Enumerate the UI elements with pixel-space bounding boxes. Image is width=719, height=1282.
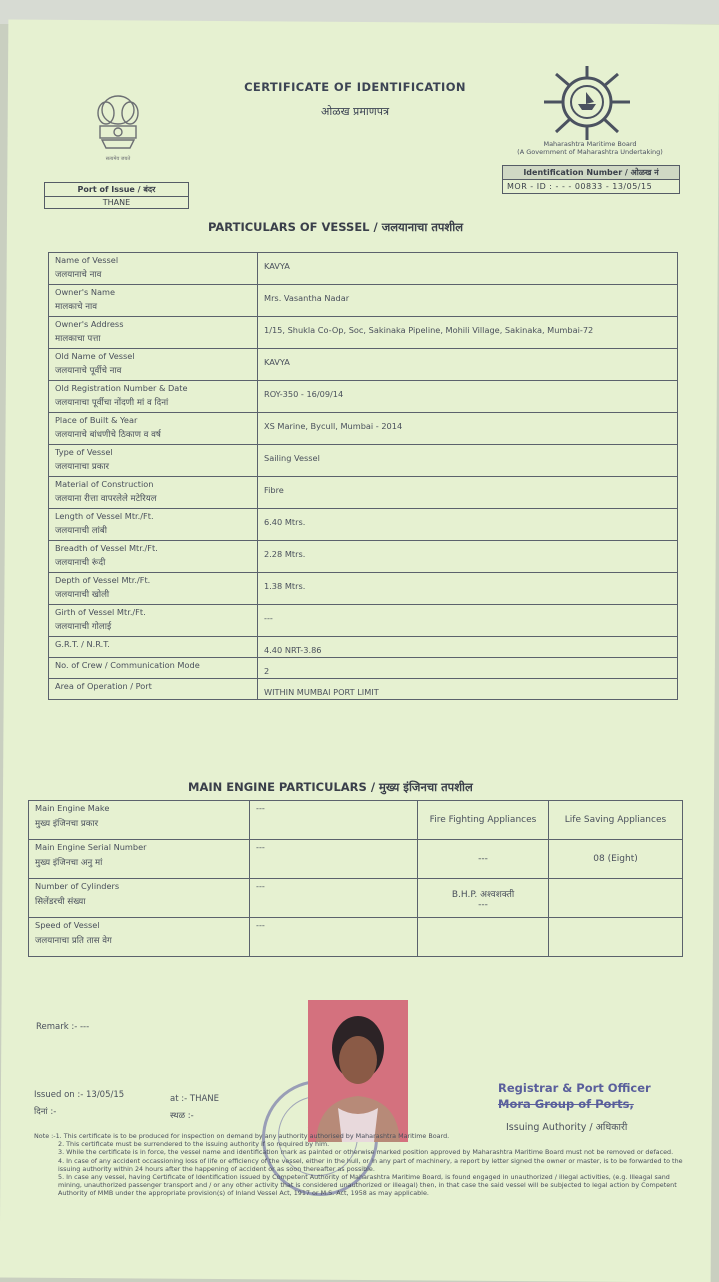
issued-on: Issued on :- 13/05/15 bbox=[34, 1090, 125, 1100]
engine-column4-cell: 08 (Eight) bbox=[549, 840, 683, 879]
note-line: 4. In case of any accident occassioning loss of life or efficiency of the vessel, either in the hull, or in any part of machinery, a report by letter signed the owner or master, is to be forwarded to the issuing authority within 24 hours after the happening of accident or as soon thereafter as possible. bbox=[58, 1156, 683, 1173]
engine-field-value: --- bbox=[250, 879, 418, 918]
field-label-hindi: जलयानाची खोली bbox=[55, 590, 110, 600]
table-row bbox=[49, 637, 678, 658]
table-row bbox=[29, 918, 683, 957]
port-of-issue-box bbox=[44, 182, 189, 209]
vessel-field-value: 1.38 Mtrs. bbox=[258, 573, 678, 605]
field-label-en: Breadth of Vessel Mtr./Ft. bbox=[55, 543, 158, 553]
field-label-en: Owner's Address bbox=[55, 319, 124, 329]
emblem-motto: सत्यमेव जयते bbox=[105, 156, 131, 162]
table-row bbox=[49, 679, 678, 700]
field-label-hindi: जलयानाचे पूर्वीचे नाव bbox=[55, 366, 122, 376]
owner-photo bbox=[308, 1000, 408, 1142]
port-group: Mora Group of Ports, bbox=[498, 1097, 634, 1111]
identification-number-box bbox=[502, 165, 680, 194]
engine-column3-cell: --- bbox=[418, 840, 549, 879]
vessel-field-label bbox=[49, 658, 258, 679]
engine-section-heading: MAIN ENGINE PARTICULARS / मुख्य इंजिनचा तपशील bbox=[188, 780, 473, 794]
issuing-authority: Issuing Authority / अधिकारी bbox=[506, 1122, 628, 1133]
vessel-field-label bbox=[49, 605, 258, 637]
vessel-field-label bbox=[49, 445, 258, 477]
vessel-field-value: WITHIN MUMBAI PORT LIMIT bbox=[258, 679, 678, 700]
field-label-hindi: मुख्य इंजिनचा अनु मां bbox=[35, 858, 103, 868]
vessel-field-label bbox=[49, 317, 258, 349]
vessel-field-value: KAVYA bbox=[258, 349, 678, 381]
vessel-field-value: Fibre bbox=[258, 477, 678, 509]
board-name bbox=[500, 140, 680, 156]
vessel-field-label bbox=[49, 509, 258, 541]
vessel-field-value: Mrs. Vasantha Nadar bbox=[258, 285, 678, 317]
engine-particulars-table bbox=[28, 800, 683, 957]
board-name-line2: (A Government of Maharashtra Undertaking) bbox=[517, 148, 663, 156]
vessel-field-value: 1/15, Shukla Co-Op, Soc, Sakinaka Pipeline, Mohili Village, Sakinaka, Mumbai-72 bbox=[258, 317, 678, 349]
field-label-en: Material of Construction bbox=[55, 479, 154, 489]
table-row bbox=[29, 801, 683, 840]
engine-column3-cell bbox=[418, 918, 549, 957]
table-row bbox=[49, 317, 678, 349]
note-line: 5. In case any vessel, having Certificate of Identification issued by Competent Authority of Maharashtra Maritime Board, is found engaged in unauthorized / illegal activities, (e.g. Illeagal sand mining, unauthorized passenger transport and / or any other activity that is considered unauthorized or illeagal) then, in that case the said vessel will be subjected to legal action by Competent Authority of MMB under the appropriate provision(s) of Inland Vessel Act, 1917 or M.S. Act, 1958 as may applicable. bbox=[58, 1173, 677, 1198]
field-label-en: Type of Vessel bbox=[55, 447, 113, 457]
identification-number-value: MOR - ID : - - - 00833 - 13/05/15 bbox=[507, 182, 653, 191]
table-row bbox=[49, 253, 678, 285]
issued-on-hindi: दिनां :- bbox=[34, 1107, 57, 1117]
ship-wheel-logo-icon bbox=[538, 62, 636, 144]
field-label-hindi: जलयाना रीत्ता वापरलेले मटेरियल bbox=[55, 494, 157, 504]
state-emblem-icon bbox=[84, 88, 152, 168]
engine-field-value: --- bbox=[250, 918, 418, 957]
table-row bbox=[49, 477, 678, 509]
vessel-field-value: 2 bbox=[258, 658, 678, 679]
vessel-field-value: 6.40 Mtrs. bbox=[258, 509, 678, 541]
field-label-en: Name of Vessel bbox=[55, 255, 119, 265]
vessel-field-value: XS Marine, Bycull, Mumbai - 2014 bbox=[258, 413, 678, 445]
engine-field-value: --- bbox=[250, 840, 418, 879]
field-label-en: Main Engine Make bbox=[35, 803, 110, 813]
board-name-line1: Maharashtra Maritime Board bbox=[543, 140, 637, 148]
engine-field-label bbox=[29, 840, 250, 879]
issued-at: at :- THANE bbox=[170, 1094, 220, 1104]
vessel-field-value: ROY-350 - 16/09/14 bbox=[258, 381, 678, 413]
certificate-title-hindi: ओळख प्रमाणपत्र bbox=[320, 105, 390, 118]
vessel-field-label bbox=[49, 637, 258, 658]
note-line: 3. While the certificate is in force, the vessel name and identification mark as painted or otherwise marked position approved by Maharashtra Maritime Board must not be removed or defaced. bbox=[58, 1148, 674, 1157]
engine-column4-cell bbox=[549, 918, 683, 957]
field-label-en: Girth of Vessel Mtr./Ft. bbox=[55, 607, 146, 617]
table-row bbox=[49, 349, 678, 381]
vessel-field-label bbox=[49, 679, 258, 700]
engine-column3-cell: Fire Fighting Appliances bbox=[418, 801, 549, 840]
table-row bbox=[49, 541, 678, 573]
identification-number-label: Identification Number / ओळख नं bbox=[503, 166, 679, 180]
note-line: Note :-1. This certificate is to be produced for inspection on demand by any authority authorised by Maharashtra Maritime Board. bbox=[34, 1132, 450, 1140]
field-label-hindi: मालकाचा पत्ता bbox=[55, 334, 101, 344]
vessel-field-value: Sailing Vessel bbox=[258, 445, 678, 477]
engine-column3-cell: B.H.P. अश्वशक्ती --- bbox=[418, 879, 549, 918]
vessel-field-label bbox=[49, 541, 258, 573]
vessel-field-label bbox=[49, 253, 258, 285]
field-label-hindi: सिलेंडरची संख्या bbox=[35, 897, 86, 907]
vessel-field-value: 2.28 Mtrs. bbox=[258, 541, 678, 573]
field-label-hindi: जलयानाची लांबी bbox=[55, 526, 108, 536]
engine-field-label bbox=[29, 801, 250, 840]
field-label-hindi: जलयानाची गोलाई bbox=[55, 622, 112, 632]
engine-column4-cell: Life Saving Appliances bbox=[549, 801, 683, 840]
vessel-field-label bbox=[49, 381, 258, 413]
field-label-en: Depth of Vessel Mtr./Ft. bbox=[55, 575, 151, 585]
table-row bbox=[49, 445, 678, 477]
field-label-hindi: जलयानाचा पूर्वीचा नोंदणी मां व दिनां bbox=[55, 398, 169, 408]
port-of-issue-value: THANE bbox=[102, 198, 131, 207]
certificate-title: CERTIFICATE OF IDENTIFICATION bbox=[244, 80, 466, 94]
field-label-en: Length of Vessel Mtr./Ft. bbox=[55, 511, 154, 521]
field-label-en: Number of Cylinders bbox=[35, 881, 120, 891]
vessel-field-label bbox=[49, 413, 258, 445]
note-line: 2. This certificate must be surrendered to the issuing authority if so required by him. bbox=[58, 1140, 330, 1149]
engine-field-label bbox=[29, 918, 250, 957]
engine-field-value: --- bbox=[250, 801, 418, 840]
engine-column4-cell bbox=[549, 879, 683, 918]
field-label-hindi: जलयानाचा प्रति तास वेग bbox=[35, 936, 112, 946]
field-label-hindi: मुख्य इंजिनचा प्रकार bbox=[35, 819, 99, 829]
issued-at-hindi: स्थळ :- bbox=[170, 1111, 194, 1121]
field-label-en: Place of Built & Year bbox=[55, 415, 138, 425]
field-label-hindi: जलयानाचे बांधणीचे ठिकाण व वर्ष bbox=[55, 430, 161, 440]
table-row bbox=[49, 413, 678, 445]
vessel-particulars-table bbox=[48, 252, 678, 700]
port-of-issue-label: Port of Issue / बंदर bbox=[45, 183, 188, 197]
field-label-en: Old Name of Vessel bbox=[55, 351, 135, 361]
field-label-en: No. of Crew / Communication Mode bbox=[55, 660, 200, 670]
vessel-field-label bbox=[49, 477, 258, 509]
field-label-en: G.R.T. / N.R.T. bbox=[55, 639, 110, 649]
vessel-section-heading: PARTICULARS OF VESSEL / जलयानाचा तपशील bbox=[208, 220, 464, 234]
field-label-en: Speed of Vessel bbox=[35, 920, 100, 930]
vessel-field-label bbox=[49, 349, 258, 381]
table-row bbox=[49, 605, 678, 637]
field-label-hindi: मालकाचे नाव bbox=[55, 302, 97, 312]
field-label-en: Owner's Name bbox=[55, 287, 116, 297]
registrar-stamp bbox=[498, 1080, 651, 1112]
remark: Remark :- --- bbox=[36, 1022, 90, 1032]
table-row bbox=[49, 509, 678, 541]
table-row bbox=[49, 285, 678, 317]
table-row bbox=[29, 879, 683, 918]
vessel-field-value: --- bbox=[258, 605, 678, 637]
notes-block bbox=[34, 1132, 684, 1198]
field-label-hindi: जलयानाचे नाव bbox=[55, 270, 102, 280]
field-label-hindi: जलयानाचा प्रकार bbox=[55, 462, 110, 472]
vessel-field-value: KAVYA bbox=[258, 253, 678, 285]
table-row bbox=[49, 658, 678, 679]
table-row bbox=[49, 381, 678, 413]
vessel-field-label bbox=[49, 285, 258, 317]
registrar-title: Registrar & Port Officer bbox=[498, 1081, 651, 1095]
table-row bbox=[49, 573, 678, 605]
field-label-en: Main Engine Serial Number bbox=[35, 842, 147, 852]
vessel-field-label bbox=[49, 573, 258, 605]
table-row bbox=[29, 840, 683, 879]
engine-field-label bbox=[29, 879, 250, 918]
vessel-field-value: 4.40 NRT-3.86 bbox=[258, 637, 678, 658]
field-label-hindi: जलयानाची रूंदी bbox=[55, 558, 106, 568]
field-label-en: Area of Operation / Port bbox=[55, 681, 152, 691]
field-label-en: Old Registration Number & Date bbox=[55, 383, 188, 393]
